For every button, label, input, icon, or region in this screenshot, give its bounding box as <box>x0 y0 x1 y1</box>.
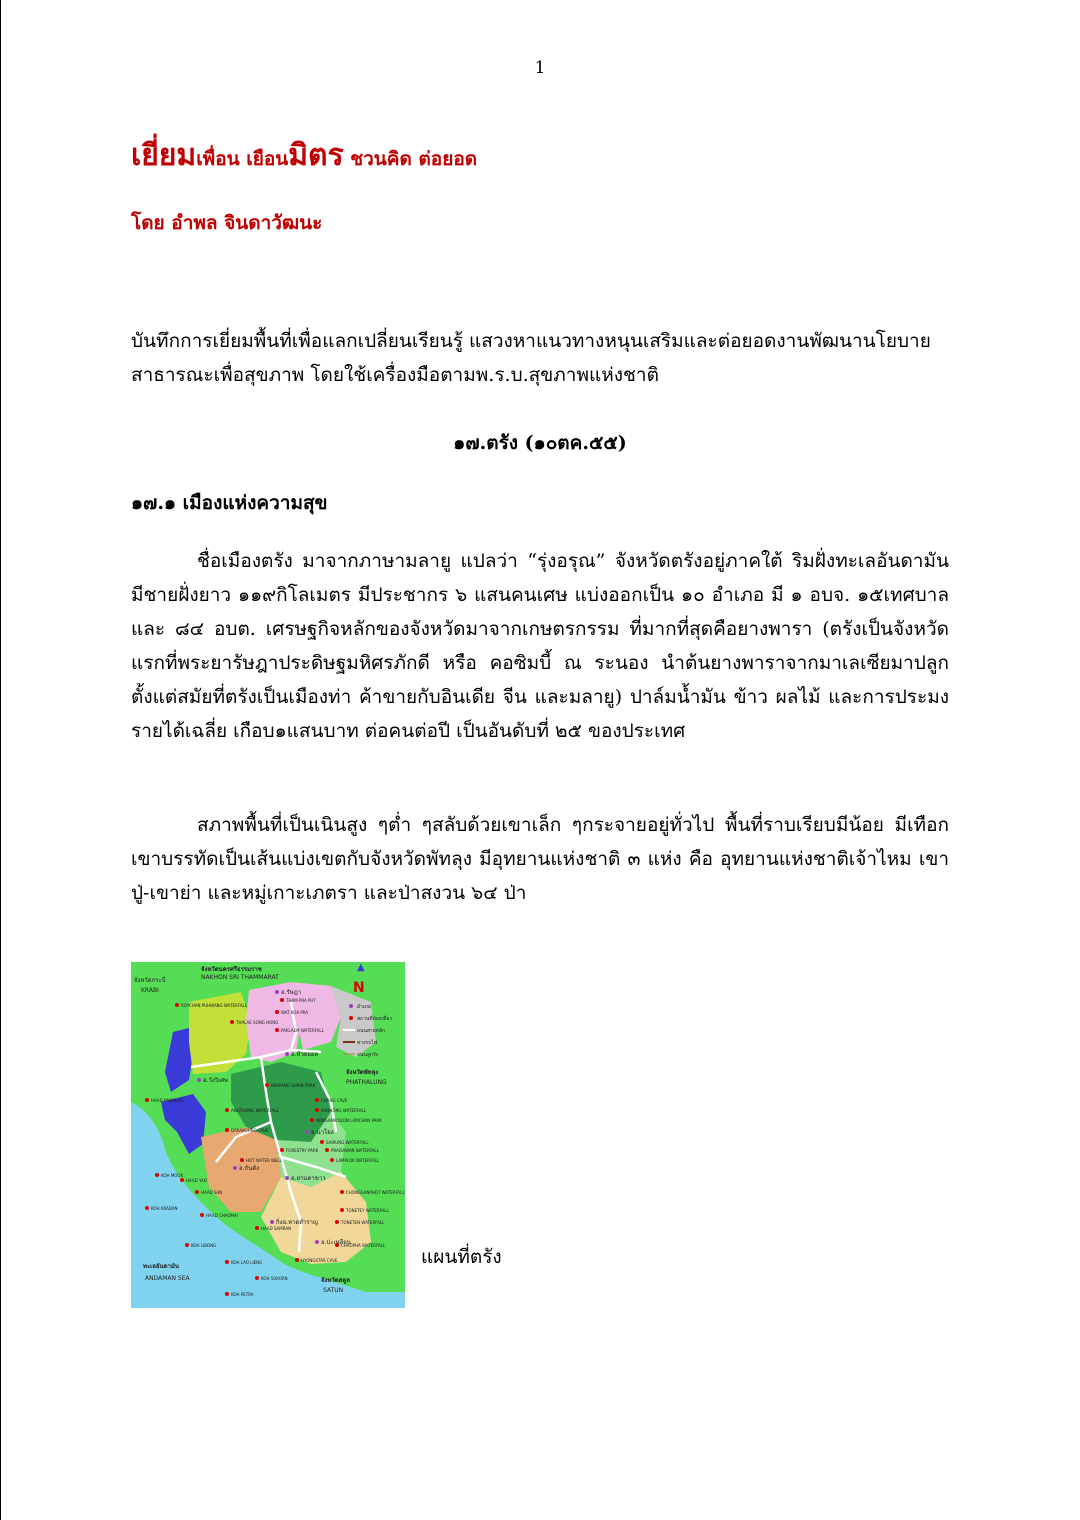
map-poi-dot <box>230 1020 234 1024</box>
author-line: โดย อำพล จินดาวัฒนะ <box>131 212 323 234</box>
map-district-dot <box>305 1130 309 1134</box>
map-poi-label: HAAD SAMRAN <box>261 1226 292 1231</box>
map-label-sea-thai: ทะเลอันดามัน <box>143 1263 179 1270</box>
map-district-dot <box>285 1052 289 1056</box>
map-poi-dot <box>325 1148 329 1152</box>
map-district-dot <box>233 1166 237 1170</box>
title-part-1: เยี่ยม <box>131 138 197 173</box>
map-district-label: อ.นาโยง <box>311 1129 334 1136</box>
svg-text:อำเภอ: อำเภอ <box>357 1004 371 1010</box>
map-label-bottom-thai: จังหวัดสตูล <box>321 1277 350 1284</box>
map-district-label: อ.ย่านตาขาว <box>291 1175 326 1182</box>
map-poi-label: KRAPANG SURIN PARK <box>271 1083 316 1088</box>
map-district-dot <box>275 990 279 994</box>
map-poi-label: HAAD PAKMENG <box>151 1098 184 1103</box>
map-district-label: อ.วังวิเศษ <box>203 1077 228 1084</box>
map-poi-dot <box>195 1190 199 1194</box>
map-poi-dot <box>340 1208 344 1212</box>
intro-paragraph: บันทึกการเยี่ยมพื้นที่เพื่อแลกเปลี่ยนเรียนรู้ แสวงหาแนวทางหนุนเสริมและต่อยอดงานพัฒนานโยบายสาธารณะเพื่อสุขภาพ โดยใช้เครื่องมือตามพ.ร.บ.สุขภาพแห่งชาติ <box>131 330 931 386</box>
map-poi-label: PRAISAWAN WATERFALL <box>331 1148 379 1153</box>
map-district-dot <box>285 1176 289 1180</box>
map-poi-label: ROYCHAN PUHWANG WATERFALL <box>181 1003 247 1008</box>
map-poi-dot <box>330 1158 334 1162</box>
map-poi-label: THALAE SONG HONG <box>236 1020 279 1025</box>
map-label-right: PHATHALUNG <box>346 1079 387 1086</box>
map-poi-dot <box>225 1260 229 1264</box>
document-title <box>131 132 477 179</box>
map-poi-dot <box>315 1108 319 1112</box>
map-poi-dot <box>255 1226 259 1230</box>
map-poi-label: KOH LAO LIENG <box>231 1260 263 1265</box>
map-label-top: NAKHON SRI THAMMARAT <box>201 974 279 981</box>
map-label-sea: ANDAMAN SEA <box>145 1275 190 1282</box>
map-poi-dot <box>155 1173 159 1177</box>
map-poi-label: HOT WATER WELL <box>246 1158 282 1163</box>
map-poi-label: DARAKOHNG CAVE <box>231 1128 269 1133</box>
title-part-3: มิตร <box>288 138 344 173</box>
map-poi-label: KOH KRADAN <box>151 1206 178 1211</box>
map-north-arrow: ▲ <box>357 962 365 973</box>
map-poi-dot <box>295 1258 299 1262</box>
map-label-left: KRABI <box>141 987 159 994</box>
map-poi-label: WAT KOA PRA <box>281 1010 309 1015</box>
map-poi-label: LAMPLOK WATERFALL <box>336 1158 380 1163</box>
map-poi-dot <box>340 1190 344 1194</box>
map-poi-dot <box>320 1140 324 1144</box>
paragraph-1: ชื่อเมืองตรัง มาจากภาษามลายู แปลว่า “รุ่งอรุณ” จังหวัดตรังอยู่ภาคใต้ ริมฝั่งทะเลอันดามัน มีชายฝั่งยาว ๑๑๙กิโลเมตร มีประชากร ๖ แสนคนเศษ แบ่งออกเป็น ๑๐ อำเภอ มี ๑ อบจ. ๑๕เทศบาล และ ๘๔ อบต. เศรษฐกิจหลักของจังหวัดมาจากเกษตรกรรม ที่มากที่สุดคือยางพารา (ตรังเป็นจังหวัดแรกที่พระยารัษฎาประดิษฐมหิศรภักดี หรือ คอซิมบี้ ณ ระนอง นำต้นยางพาราจากมาเลเซียมาปลูกตั้งแต่สมัยที่ตรังเป็นเมืองท่า ค้าขายกับอินเดีย จีน และมลายู) ปาล์มน้ำมัน ข้าว ผลไม้ และการประมง รายได้เฉลี่ย เกือบ๑แสนบาท ต่อคนต่อปี เป็นอันดับที่ ๒๕ ของประเทศ <box>131 550 949 742</box>
map-poi-label: ANGTHONG WATERFALL <box>231 1108 279 1113</box>
map-poi-label: FORESTRY PARK <box>286 1148 319 1153</box>
map-poi-dot <box>280 1148 284 1152</box>
map-label-right-thai: จังหวัดพัทลุง <box>346 1069 379 1076</box>
map-district-label: อ.กันตัง <box>239 1165 260 1172</box>
map-poi-dot <box>200 1213 204 1217</box>
map-poi-label: CHAOPHA WATERFALL <box>341 1243 386 1248</box>
title-part-4: ชวนคิด ต่อยอด <box>343 148 478 170</box>
map-label-bottom: SATUN <box>323 1287 344 1294</box>
page-number: 1 <box>534 58 546 78</box>
page-border <box>0 0 1 1520</box>
map-poi-dot <box>280 998 284 1002</box>
map-poi-label: SAIRUNG WATERFALL <box>326 1140 369 1145</box>
map-poi-label: HAAD CHAOMAI <box>206 1213 238 1218</box>
map-poi-dot <box>255 1276 259 1280</box>
map-poi-label: KOH LIBONG <box>191 1243 217 1248</box>
map-poi-dot <box>175 1003 179 1007</box>
map-poi-label: TONETEY WATERFALL <box>346 1208 389 1213</box>
map-district-label: อ.ห้วยยอด <box>291 1051 319 1058</box>
paragraph-2: สภาพพื้นที่เป็นเนินสูง ๆต่ำ ๆสลับด้วยเขาเล็ก ๆกระจายอยู่ทั่วไป พื้นที่ราบเรียบมีน้อย มีเทือกเขาบรรทัดเป็นเส้นแบ่งเขตกับจังหวัดพัทลุง มีอุทยานแห่งชาติ ๓ แห่ง คือ อุทยานแห่งชาติเจ้าไหม เขาปู่-เขาย่า และหมู่เกาะเภตรา และป่าสงวน ๖๔ ป่า <box>131 814 949 904</box>
map-district-dot <box>315 1240 319 1244</box>
map-district-dot <box>270 1220 274 1224</box>
map-poi-label: PAKLAEM WATERFALL <box>281 1028 324 1033</box>
map-poi-dot <box>225 1292 229 1296</box>
section-heading: ๑๗.๑ เมืองแห่งความสุข <box>131 492 328 514</box>
map-poi-dot <box>315 1098 319 1102</box>
svg-text:ถนนลูกรัง: ถนนลูกรัง <box>357 1052 379 1058</box>
map-district-label: อ.ปะเหลียน <box>321 1239 351 1246</box>
svg-text:สถานที่ท่องเที่ยว: สถานที่ท่องเที่ยว <box>357 1016 393 1022</box>
map-poi-label: CHONGSANPHOT WATERFALL <box>346 1190 405 1195</box>
map-poi-dot <box>265 1083 269 1087</box>
trang-map-image <box>131 962 405 1308</box>
map-district-dot <box>197 1078 201 1082</box>
svg-text:ถนนสายหลัก: ถนนสายหลัก <box>357 1028 386 1034</box>
map-poi-label: KOH PETRA <box>231 1292 254 1297</box>
map-poi-dot <box>240 1158 244 1162</box>
map-poi-label: HAAD YAO <box>186 1178 207 1183</box>
map-poi-dot <box>185 1243 189 1247</box>
map-poi-dot <box>145 1098 149 1102</box>
map-poi-label: KAOHONG WATERFALL <box>321 1108 366 1113</box>
map-north-label: N <box>353 980 365 996</box>
map-poi-dot <box>145 1206 149 1210</box>
map-poi-label: NONSAMKOILON LAMCHAN PARK <box>316 1118 382 1123</box>
map-poi-dot <box>335 1220 339 1224</box>
map-district-label: อ.รัษฎา <box>281 989 302 996</box>
map-district-label: กิ่งอ.หาดสำราญ <box>276 1219 319 1226</box>
map-poi-dot <box>275 1028 279 1032</box>
map-poi-label: THAM PRA PUT <box>286 998 316 1003</box>
map-poi-dot <box>225 1128 229 1132</box>
map-label-top-thai: จังหวัดนครศรีธรรมราช <box>201 966 262 973</box>
chapter-heading: ๑๗.ตรัง (๑๐ตค.๕๕) <box>453 432 627 454</box>
map-label-left-thai: จังหวัดกระบี่ <box>134 977 166 984</box>
title-part-2: เพื่อน เยือน <box>196 148 289 170</box>
map-poi-label: CHANG CAVE <box>321 1098 348 1103</box>
map-poi-dot <box>310 1118 314 1122</box>
map-poi-label: KOH MOOK <box>161 1173 184 1178</box>
map-poi-dot <box>275 1010 279 1014</box>
map-poi-label: HYONGSTAR CAVE <box>301 1258 338 1263</box>
map-poi-label: TONETEN WATERFALL <box>341 1220 385 1225</box>
map-poi-dot <box>225 1108 229 1112</box>
map-poi-label: KOH SUKORN <box>261 1276 288 1281</box>
svg-text:ทางรถไฟ: ทางรถไฟ <box>357 1040 378 1046</box>
map-poi-label: HAAD SAN <box>201 1190 223 1195</box>
map-poi-dot <box>180 1178 184 1182</box>
map-caption: แผนที่ตรัง <box>421 1246 502 1268</box>
